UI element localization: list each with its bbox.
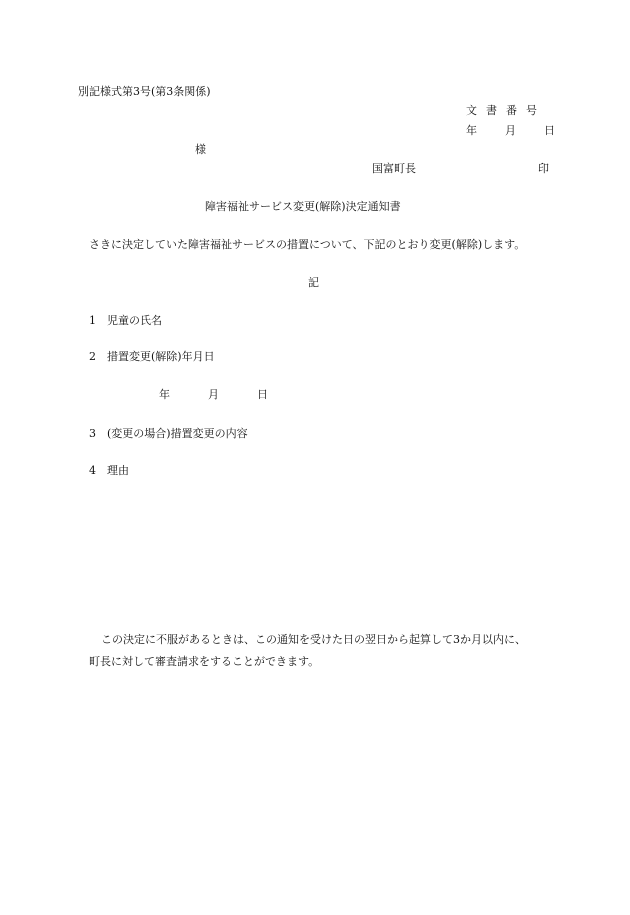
addressee-honorific: 様	[195, 143, 206, 156]
item-child-name	[89, 314, 162, 327]
appeal-notice-line-2: 町長に対して審査請求をすることができます。	[89, 655, 320, 668]
item-reason	[89, 464, 129, 477]
issue-date-month: 月	[505, 124, 516, 137]
item-label: 措置変更(解除)年月日	[107, 350, 215, 363]
document-title: 障害福祉サービス変更(解除)決定通知書	[205, 200, 401, 213]
seal-mark: 印	[538, 162, 549, 175]
item-label: 児童の氏名	[107, 314, 162, 327]
appeal-notice-line-1: この決定に不服があるときは、この通知を受けた日の翌日から起算して3か月以内に、	[101, 633, 526, 646]
change-date-month: 月	[208, 388, 219, 401]
issue-date-line	[466, 124, 555, 137]
item-label: (変更の場合)措置変更の内容	[107, 427, 248, 440]
item-number: 2	[89, 350, 96, 363]
item-number: 3	[89, 427, 96, 440]
change-date-day: 日	[257, 388, 268, 401]
document-number-label: 文書番号	[466, 104, 546, 117]
item-label: 理由	[107, 464, 129, 477]
change-date-fields	[159, 388, 268, 401]
item-change-date	[89, 350, 215, 363]
issue-date-year: 年	[466, 124, 477, 137]
issuer-name: 国富町長	[372, 162, 416, 175]
issue-date-day: 日	[544, 124, 555, 137]
ki-heading: 記	[308, 276, 319, 289]
change-date-year: 年	[159, 388, 170, 401]
item-number: 1	[89, 314, 96, 327]
form-label: 別記様式第3号(第3条関係)	[78, 85, 211, 98]
body-text: さきに決定していた障害福祉サービスの措置について、下記のとおり変更(解除)します。	[89, 238, 526, 251]
item-number: 4	[89, 464, 96, 477]
item-change-content	[89, 427, 248, 440]
